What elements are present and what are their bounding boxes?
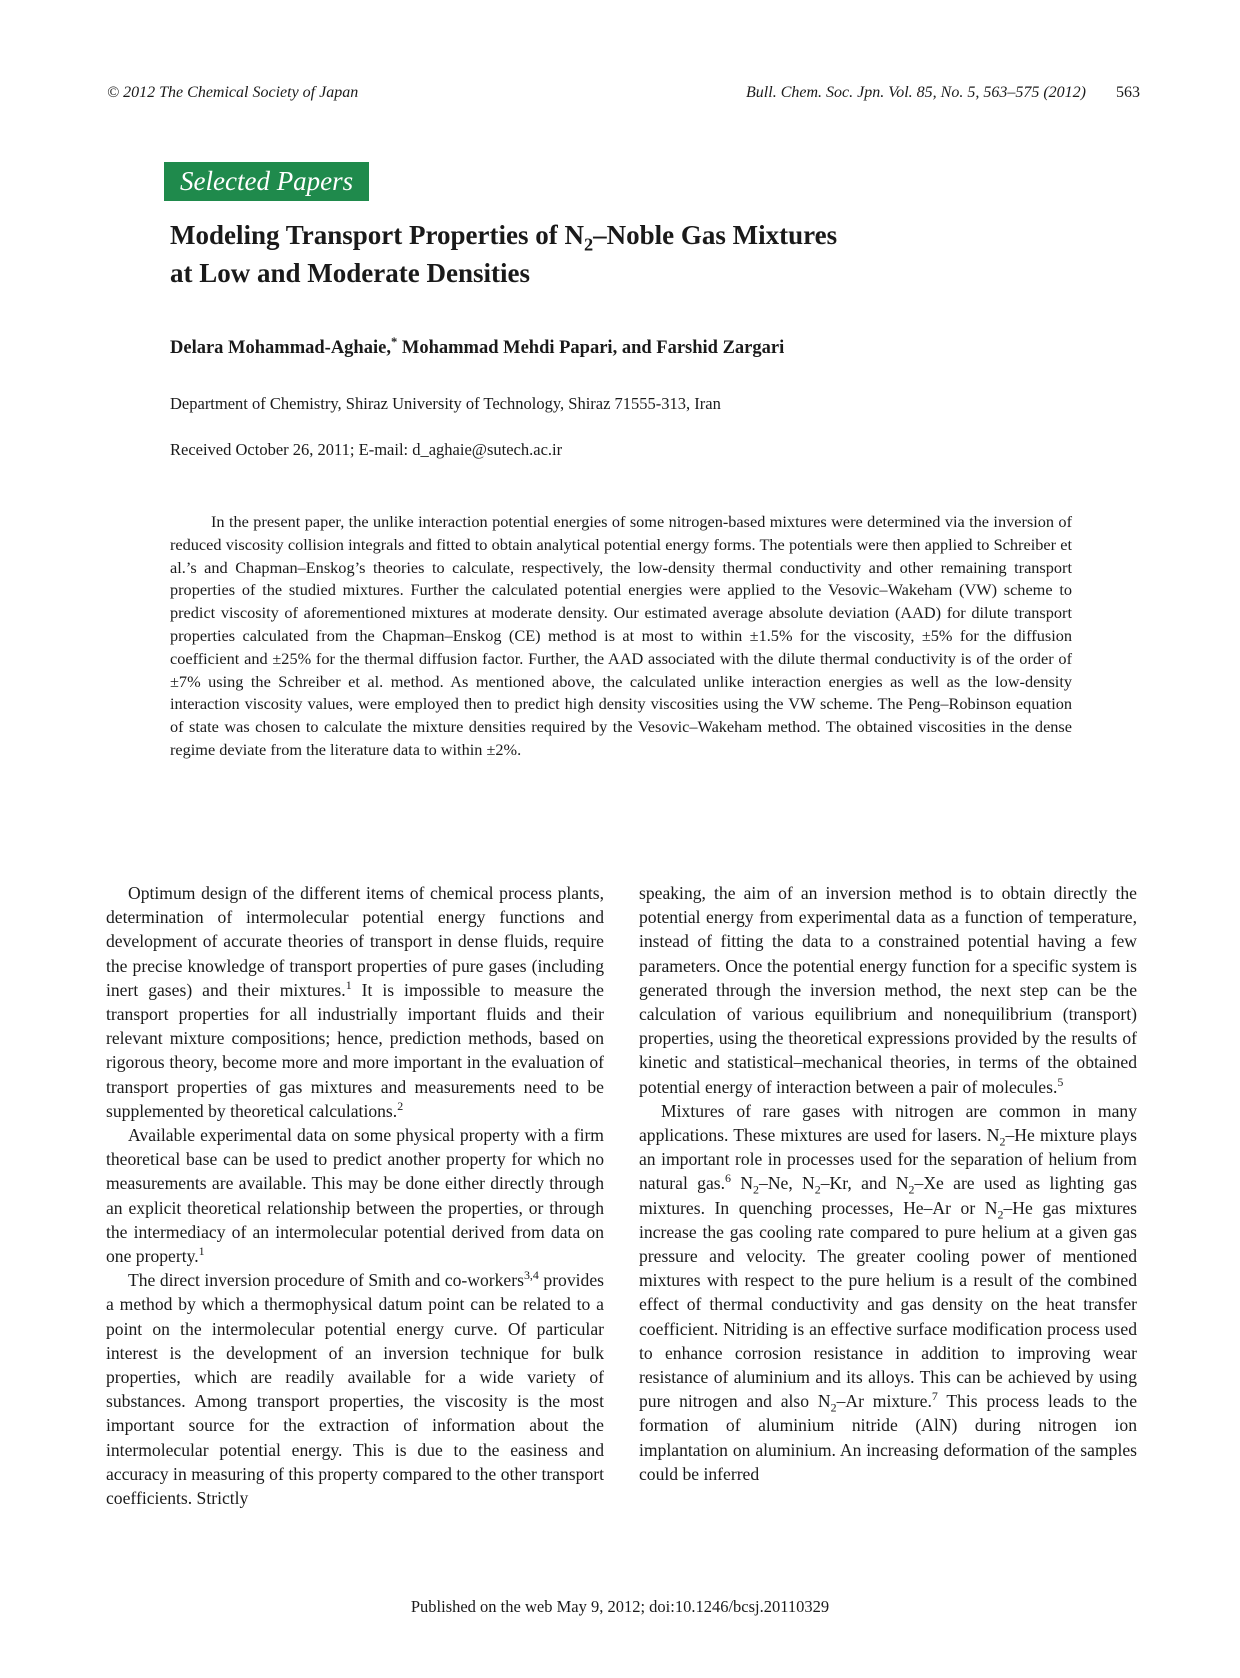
citation-ref: 7 [931,1389,938,1404]
title-line1-pre: Modeling Transport Properties of N [170,220,584,250]
paragraph-text: speaking, the aim of an inversion method is to obtain directly the potential energy from experimental data as a function of temperature, instead of fitting the data to a constrained potential having a few parameters. Once the potential energy function for a specific system is generated through the inversion method, the next step can be the calculation of various equilibrium and nonequilibrium (transport) properties, using the theoretical expressions provided by the results of kinetic and statistical–mechanical theories, in terms of the obtained potential energy of interaction between a pair of molecules. [639,883,1137,1097]
journal-citation: Bull. Chem. Soc. Jpn. Vol. 85, No. 5, 563–575 (2012) [746,84,1086,101]
title-line1-post: –Noble Gas Mixtures [593,220,838,250]
subscript: 2 [999,1134,1006,1149]
abstract: In the present paper, the unlike interaction potential energies of some nitrogen-based mixtures were determined via the inversion of reduced viscosity collision integrals and fitted to obtain analytical potential energy forms. The potentials were then applied to Schreiber et al.’s and Chapman–Enskog’s theories to calculate, respectively, the low-density thermal conductivity and other remaining transport properties of the studied mixtures. Further the calculated potential energies were applied to the Vesovic–Wakeham (VW) scheme to predict viscosity of aforementioned mixtures at moderate density. Our estimated average absolute deviation (AAD) for dilute transport properties calculated from the Chapman–Enskog (CE) method is at most to within ±1.5% for the viscosity, ±5% for the diffusion coefficient and ±25% for the thermal diffusion factor. Further, the AAD associated with the dilute thermal conductivity is of the order of ±7% using the Schreiber et al. method. As mentioned above, the calculated unlike interaction energies as well as the low-density interaction viscosity values, were employed then to predict high density viscosities using the VW scheme. The Peng–Robinson equation of state was chosen to calculate the mixture densities required by the Vesovic–Wakeham method. The obtained viscosities in the dense regime deviate from the literature data to within ±2%. [170,512,1072,759]
paragraph-text: –He mixture plays an important role in processes used for the separation of helium from natural gas. [639,1125,1137,1194]
paragraph-text: Mixtures of rare gases with nitrogen are common in many applications. These mixtures are used for lasers. N [639,1100,1137,1146]
section-badge: Selected Papers [164,162,369,201]
paragraph [639,1099,1137,1486]
publication-footer: Published on the web May 9, 2012; doi:10.1246/bcsj.20110329 [410,1597,830,1616]
paragraph-text: –Kr, and N [820,1173,909,1194]
left-column [106,881,604,1510]
other-authors: Mohammad Mehdi Papari, and Farshid Zargari [397,338,785,358]
paragraph-text: It is impossible to measure the transport properties for all industrially important fluids and their relevant mixture compositions; hence, prediction methods, based on rigorous theory, become more and more important in the evaluation of transport properties of gas mixtures and measurements need to be supplemented by theoretical calculations. [106,979,604,1121]
paper-title [170,216,1070,292]
subscript: 2 [830,1400,837,1415]
title-subscript: 2 [583,234,594,255]
running-header [746,84,1140,102]
paragraph [106,1123,604,1268]
citation-ref: 5 [1057,1074,1064,1089]
author-list [170,334,785,359]
paragraph-text: This process leads to the formation of aluminium nitride (AlN) during nitrogen ion implantation on aluminium. An increasing deformation of the samples could be inferred [639,1391,1137,1484]
corresponding-mark: * [390,334,398,349]
paragraph-text: Optimum design of the different items of chemical process plants, determination of intermolecular potential energy functions and development of accurate theories of transport in dense fluids, require the precise knowledge of transport properties of pure gases (including inert gases) and their mixtures. [106,883,604,1000]
paragraph-text: –He gas mixtures increase the gas cooling rate compared to pure helium at a given gas pressure and velocity. The greater cooling power of mentioned mixtures with respect to the pure helium is a result of the combined effect of thermal conductivity and gas density on the heat transfer coefficient. Nitriding is an effective surface modification process used to enhance corrosion resistance in addition to improving wear resistance of aluminium and its alloys. This can be achieved by using pure nitrogen and also N [639,1197,1137,1412]
first-author: Delara Mohammad-Aghaie, [170,338,391,358]
received-line: Received October 26, 2011; E-mail: d_aghaie@sutech.ac.ir [170,440,563,459]
affiliation: Department of Chemistry, Shiraz University of Technology, Shiraz 71555-313, Iran [170,394,721,413]
citation-ref: 2 [397,1098,404,1113]
paragraph-text: –Ne, N [759,1173,815,1194]
right-column [639,881,1137,1486]
title-line2: at Low and Moderate Densities [170,258,530,288]
subscript: 2 [908,1182,915,1197]
page-number: 563 [1116,84,1140,101]
subscript: 2 [997,1207,1004,1222]
paragraph [106,1268,604,1510]
copyright-notice: © 2012 The Chemical Society of Japan [107,84,359,101]
citation-ref: 1 [198,1244,205,1259]
citation-ref: 1 [345,977,352,992]
paragraph [106,881,604,1123]
subscript: 2 [753,1182,760,1197]
citation-ref: 3,4 [523,1268,539,1283]
paragraph-text: –Xe are used as lighting gas mixtures. In quenching processes, He–Ar or N [639,1173,1137,1218]
citation-ref: 6 [725,1171,731,1186]
paragraph [639,881,1137,1099]
paragraph-text: The direct inversion procedure of Smith and co-workers [128,1270,524,1291]
paragraph-text: –Ar mixture. [836,1391,932,1412]
paragraph-text: provides a method by which a thermophysical datum point can be related to a point on the intermolecular potential energy curve. Of particular interest is the development of an inversion technique for bulk properties, which are readily available for a wide variety of substances. Among transport properties, the viscosity is the most important source for the extraction of information about the intermolecular potential energy. This is due to the easiness and accuracy in measuring of this property compared to the other transport coefficients. Strictly [106,1270,604,1509]
paragraph-text: Available experimental data on some physical property with a firm theoretical base can be used to predict another property for which no measurements are available. This may be done either directly through an explicit theoretical relationship between the properties, or through the intermediacy of an intermolecular potential derived from data on one property. [106,1125,604,1267]
subscript: 2 [814,1182,821,1197]
paragraph-text: N [731,1173,754,1194]
